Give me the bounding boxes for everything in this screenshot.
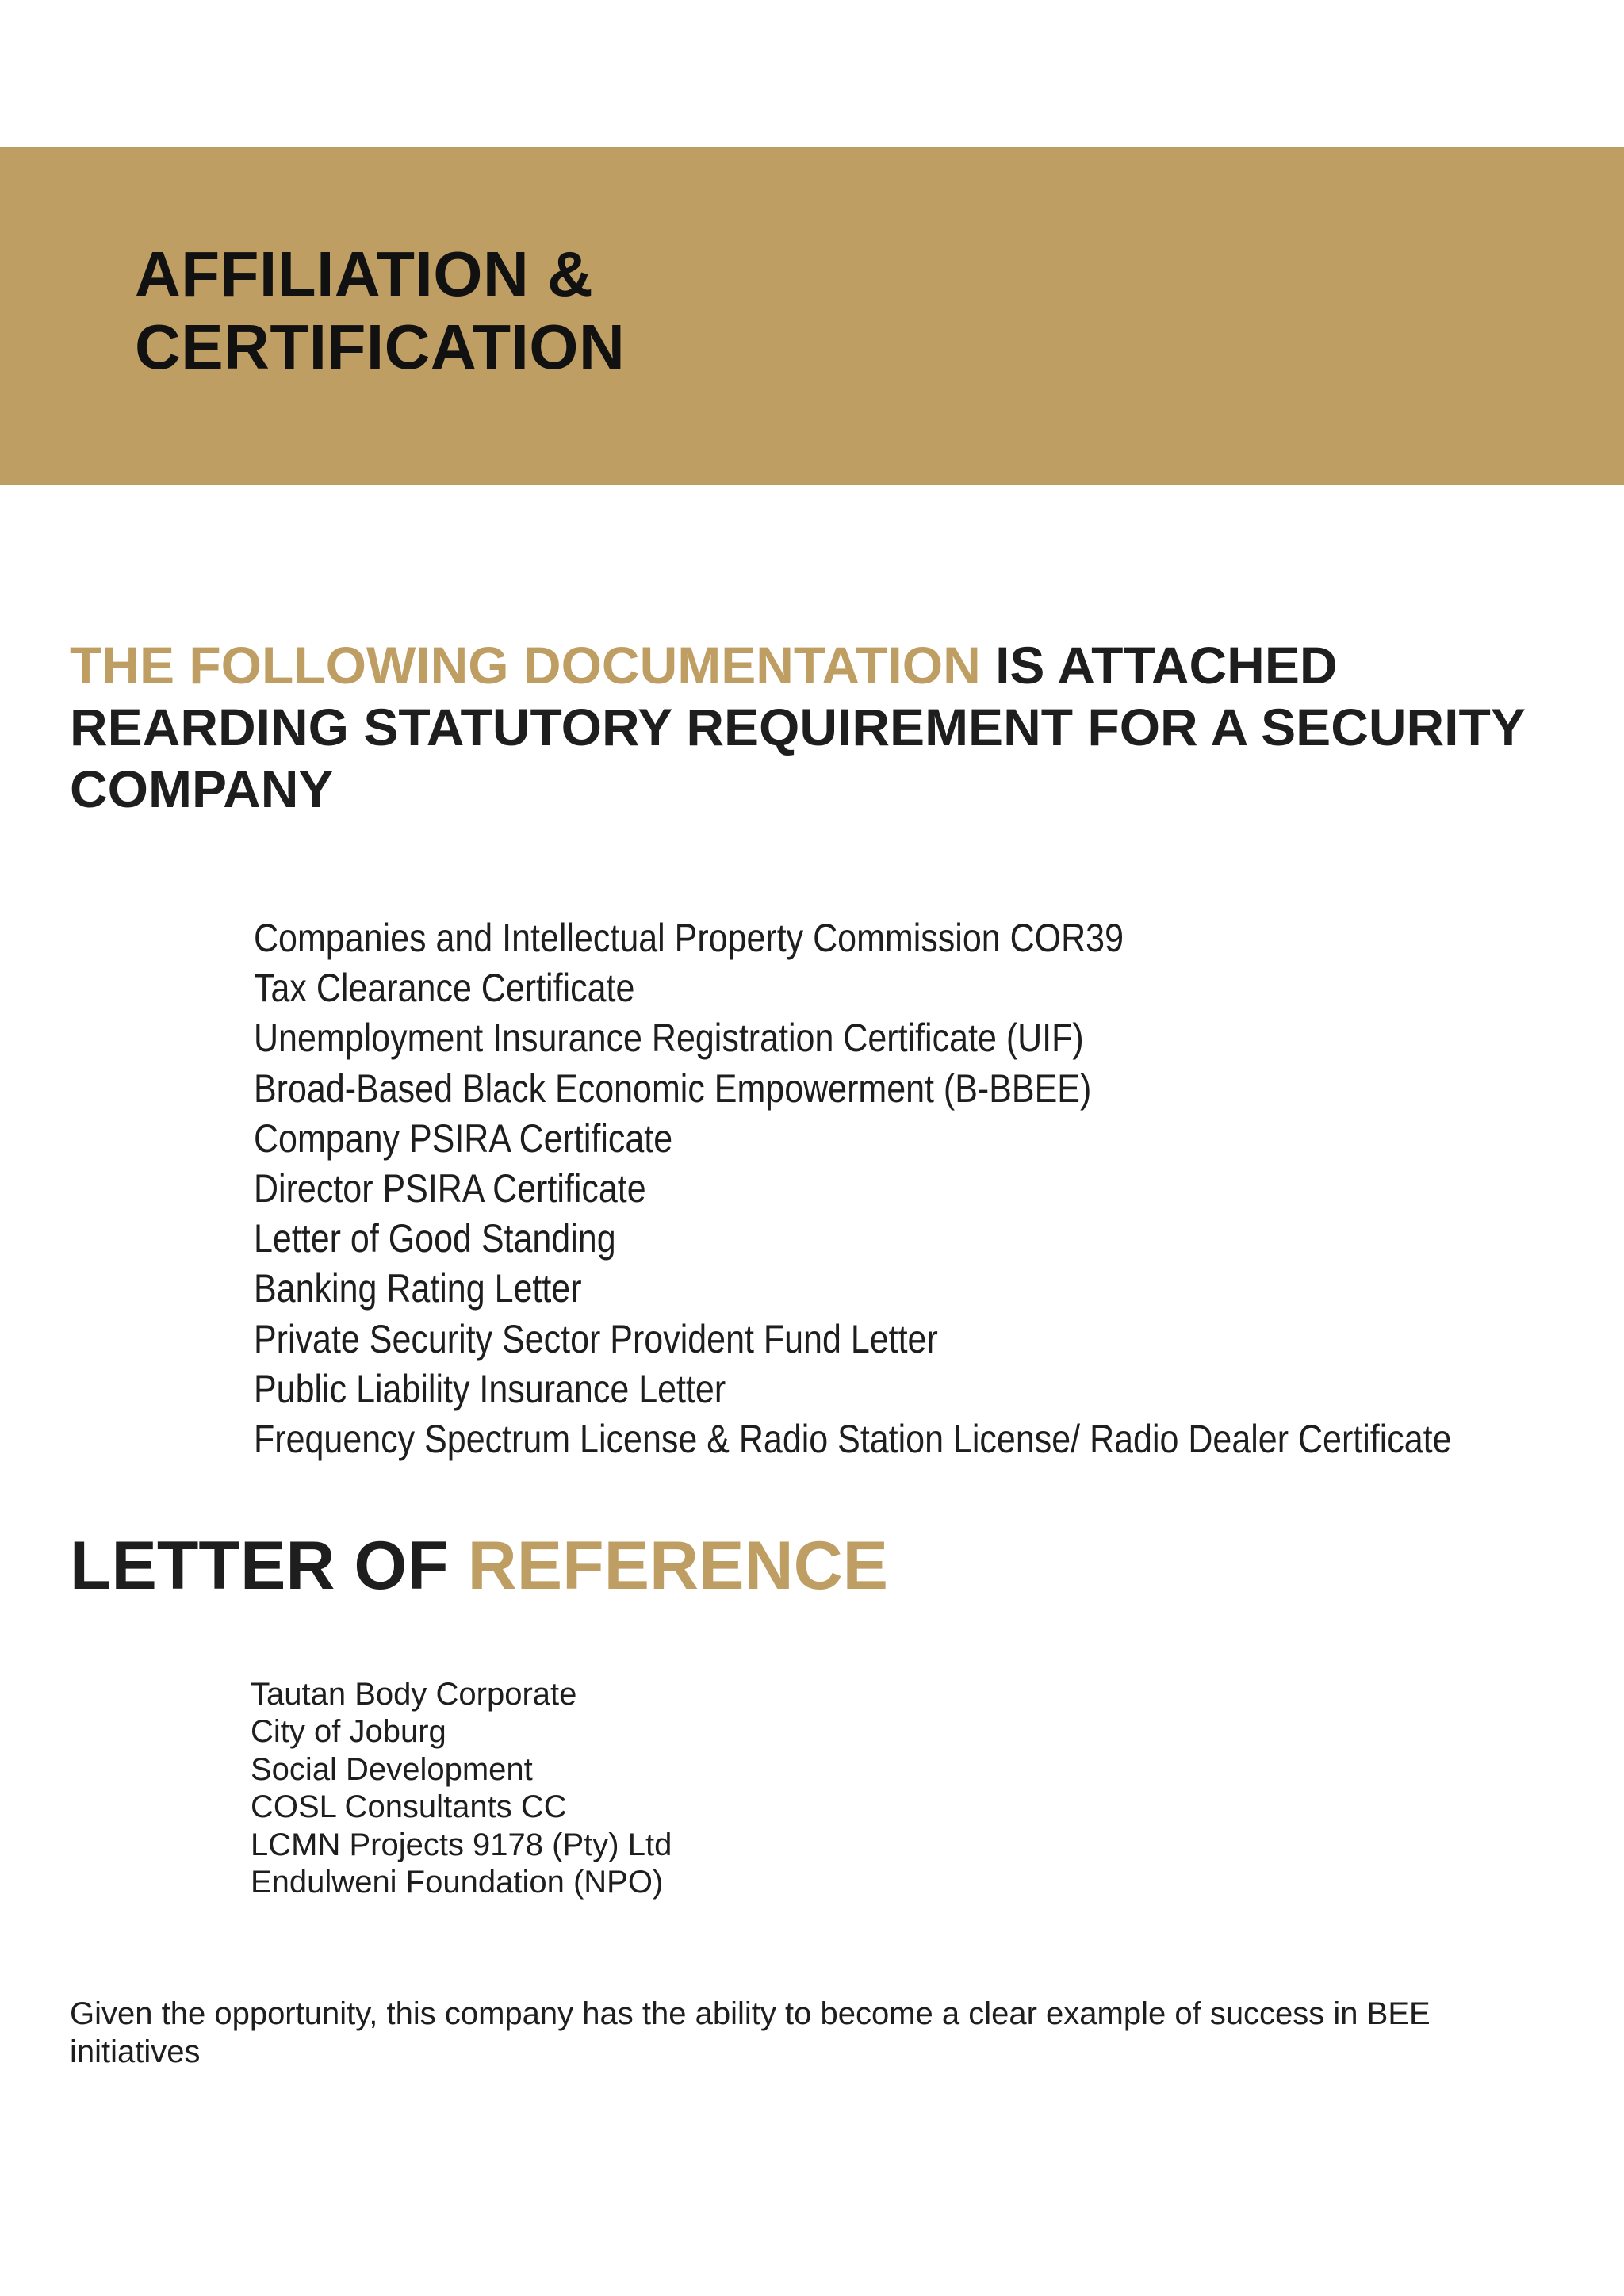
reference-list-item: Social Development [251, 1751, 533, 1787]
reference-heading-highlight: REFERENCE [467, 1528, 889, 1604]
statutory-heading-rest: IS ATTACHED REARDING STATUTORY REQUIREMENT FOR A SECURITY COMPANY [70, 636, 1525, 818]
reference-list-item: LCMN Projects 9178 (Pty) Ltd [251, 1827, 672, 1862]
reference-list-item: COSL Consultants CC [251, 1789, 567, 1825]
reference-heading [70, 1526, 888, 1605]
document-list-item: Private Security Sector Provident Fund Letter [254, 1316, 938, 1361]
document-list-item: Director PSIRA Certificate [254, 1166, 646, 1211]
reference-list-item: City of Joburg [251, 1714, 446, 1750]
documents-list [254, 913, 1452, 1464]
references-list [251, 1676, 672, 1901]
page-title-line-2: CERTIFICATION [135, 312, 626, 382]
statutory-heading-highlight: THE FOLLOWING DOCUMENTATION [70, 636, 981, 695]
document-list-item: Tax Clearance Certificate [254, 966, 635, 1011]
reference-heading-plain: LETTER OF [70, 1528, 468, 1604]
document-list-item: Company PSIRA Certificate [254, 1115, 673, 1161]
closing-statement: Given the opportunity, this company has the ability to become a clear example of success in BEE initiatives [70, 1996, 1431, 2069]
document-list-item: Banking Rating Letter [254, 1266, 582, 1311]
document-list-item: Companies and Intellectual Property Commission COR39 [254, 916, 1124, 960]
reference-list-item: Endulweni Foundation (NPO) [251, 1865, 664, 1900]
page-title [135, 238, 625, 384]
document-list-item: Public Liability Insurance Letter [254, 1366, 726, 1411]
reference-list-item: Tautan Body Corporate [251, 1677, 577, 1712]
document-list-item: Unemployment Insurance Registration Certificate (UIF) [254, 1016, 1084, 1061]
document-list-item: Frequency Spectrum License & Radio Station License/ Radio Dealer Certificate [254, 1417, 1452, 1462]
page-title-line-1: AFFILIATION & [135, 239, 594, 309]
document-list-item: Broad-Based Black Economic Empowerment (B-BBEE) [254, 1066, 1092, 1111]
statutory-heading [70, 634, 1576, 820]
document-list-item: Letter of Good Standing [254, 1216, 616, 1261]
